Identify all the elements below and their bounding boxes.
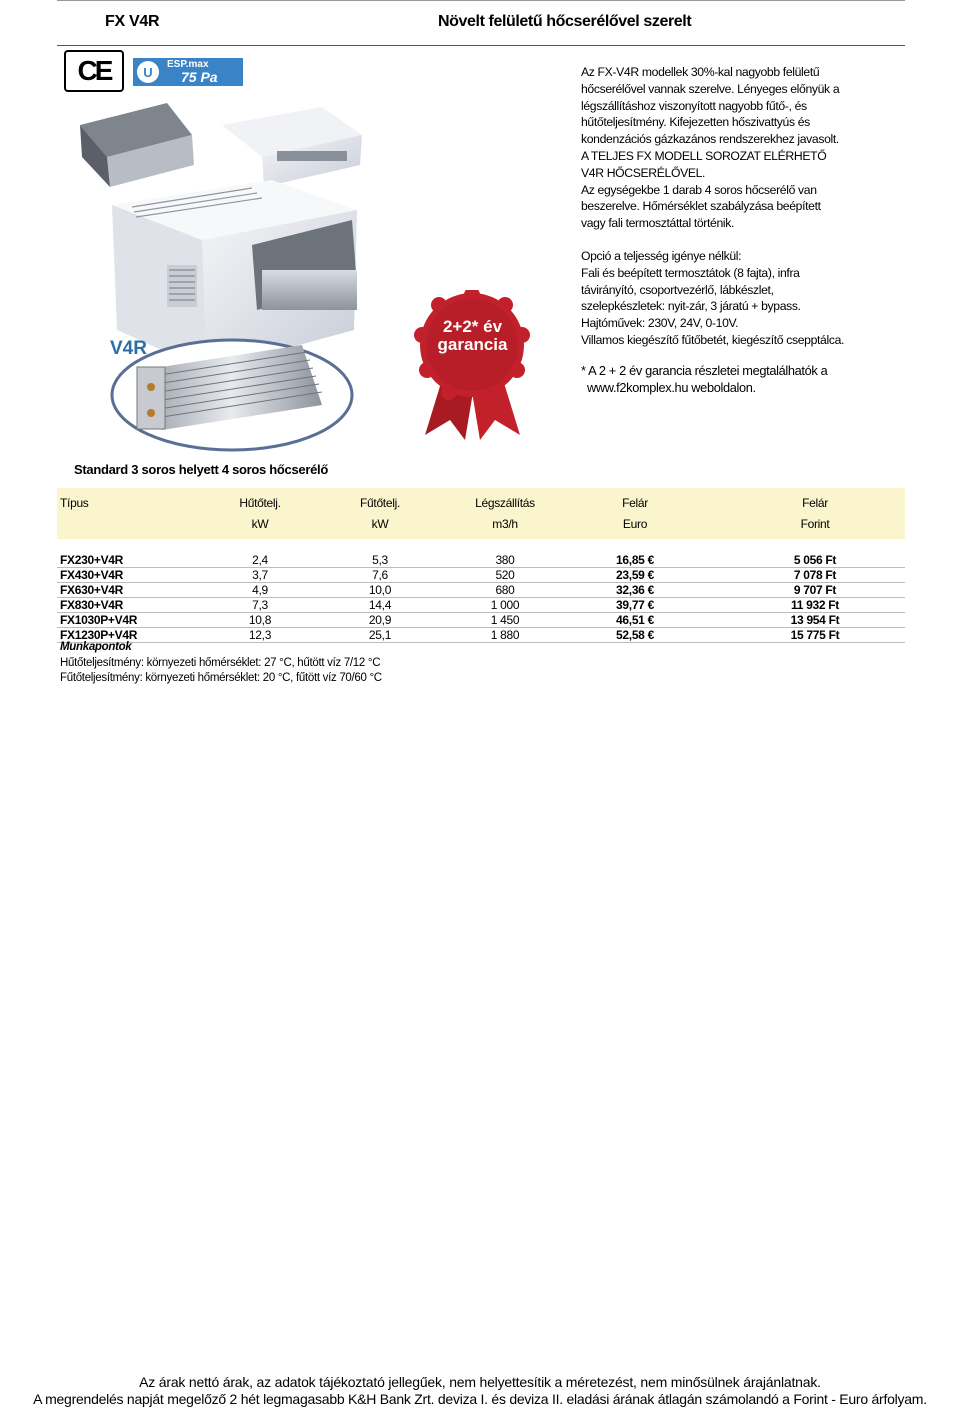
- desc-line: kondenzációs gázkazános rendszerekhez javasolt.: [581, 132, 839, 147]
- col-unit: Forint: [800, 517, 830, 531]
- fancoil-units-image: [72, 95, 392, 455]
- table-unit-row: [57, 517, 905, 539]
- cell-airflow: 1 880: [465, 628, 545, 643]
- footer-disclaimer: Az árak nettó árak, az adatok tájékoztató jellegűek, nem helyettesítik a méretezést, nem minősülnek árajánlatnak.: [139, 1374, 821, 1390]
- options-line: Fali és beépített termosztátok (8 fajta), infra: [581, 265, 800, 280]
- cell-heating: 14,4: [295, 598, 465, 613]
- section-title: Standard 3 soros helyett 4 soros hőcserélő: [74, 462, 328, 477]
- table-row: [57, 568, 905, 583]
- col-header: Fűtőtelj.: [360, 495, 400, 510]
- cell-airflow: 1 450: [465, 613, 545, 628]
- esp-max-logo: [133, 58, 243, 86]
- guarantee-note: * A 2 + 2 év garancia részletei megtalálhatók a: [581, 362, 828, 378]
- model-title: FX V4R: [105, 13, 160, 30]
- notes-line: Hűtőteljesítmény: környezeti hőmérséklet: 27 °C, hűtött víz 7/12 °C: [60, 656, 381, 669]
- desc-line: Az FX-V4R modellek 30%-kal nagyobb felületű: [581, 65, 820, 79]
- cell-heating: 25,1: [295, 628, 465, 643]
- options-line: távirányító, csoportvezérlő, lábkészlet,: [581, 282, 774, 297]
- badge-line-1: 2+2* év: [442, 317, 503, 336]
- header-rule: [57, 45, 905, 46]
- cell-heating: 5,3: [295, 553, 465, 568]
- cell-type: FX230+V4R: [57, 553, 225, 568]
- options-line: Hajtóművek: 230V, 24V, 0-10V.: [581, 316, 739, 331]
- col-header: Típus: [60, 495, 89, 510]
- notes-heading: Munkapontok: [60, 641, 132, 653]
- table-row: [57, 598, 905, 613]
- guarantee-badge-text: [405, 318, 540, 354]
- cell-surcharge-huf: 15 775 Ft: [725, 628, 905, 643]
- col-header: Felár: [622, 495, 648, 510]
- col-unit: [57, 517, 225, 539]
- cell-airflow: 1 000: [465, 598, 545, 613]
- cell-surcharge-eur: 52,58 €: [545, 628, 725, 643]
- desc-line: A TELJES FX MODELL SOROZAT ELÉRHETŐ: [581, 148, 827, 163]
- cell-type: FX430+V4R: [57, 568, 225, 583]
- desc-line: V4R HŐCSERÉLŐVEL.: [581, 165, 706, 180]
- cell-cooling: 7,3: [225, 598, 295, 613]
- page-title: Növelt felületű hőcserélővel szerelt: [438, 13, 692, 30]
- cell-surcharge-eur: 16,85 €: [545, 553, 725, 568]
- product-description: [581, 64, 881, 396]
- ce-mark-logo: CE: [64, 50, 124, 92]
- esp-logo-top: ESP.max: [167, 59, 209, 70]
- cell-surcharge-eur: 39,77 €: [545, 598, 725, 613]
- cell-surcharge-eur: 32,36 €: [545, 583, 725, 598]
- desc-line: légszállításhoz viszonyított nagyobb fűtő-, és: [581, 98, 807, 113]
- table-header-row: [57, 488, 905, 517]
- cell-heating: 20,9: [295, 613, 465, 628]
- cell-type: FX830+V4R: [57, 598, 225, 613]
- cell-surcharge-huf: 13 954 Ft: [725, 613, 905, 628]
- cell-cooling: 4,9: [225, 583, 295, 598]
- header-top-rule: [57, 0, 905, 1]
- desc-line: hőcserélővel vannak szerelve. Lényeges előnyük a: [581, 81, 840, 96]
- col-unit: kW: [371, 517, 389, 531]
- cell-cooling: 10,8: [225, 613, 295, 628]
- cell-surcharge-eur: 23,59 €: [545, 568, 725, 583]
- notes-line: Fűtőteljesítmény: környezeti hőmérséklet: 20 °C, fűtött víz 70/60 °C: [60, 672, 382, 684]
- guarantee-note: www.f2komplex.hu weboldalon.: [587, 379, 756, 395]
- cell-airflow: 520: [465, 568, 545, 583]
- footer-exchange-rate-note: A megrendelés napját megelőző 2 hét legmagasabb K&H Bank Zrt. deviza I. és deviza II. eladási árának átlagán számolandó a Forint - Euro árfolyam.: [33, 1391, 927, 1407]
- table-row: [57, 583, 905, 598]
- col-unit: kW: [251, 517, 269, 531]
- desc-line: vagy fali termosztáttal történik.: [581, 216, 735, 231]
- desc-line: beszerelve. Hőmérséklet szabályzása beépített: [581, 199, 821, 214]
- options-line: Villamos kiegészítő fűtőbetét, kiegészítő csepptálca.: [581, 332, 845, 347]
- cell-surcharge-huf: 5 056 Ft: [725, 553, 905, 568]
- price-table: [57, 488, 905, 643]
- badge-line-2: garancia: [437, 335, 508, 354]
- desc-line: Az egységekbe 1 darab 4 soros hőcserélő van: [581, 182, 817, 197]
- cell-type: FX1230P+V4R: [57, 628, 225, 643]
- guarantee-badge-icon: [405, 290, 540, 440]
- col-unit: m3/h: [492, 517, 518, 531]
- cell-heating: 10,0: [295, 583, 465, 598]
- options-line: szelepkészletek: nyit-zár, 3 járatú + bypass.: [581, 299, 801, 314]
- cell-heating: 7,6: [295, 568, 465, 583]
- col-header: Hűtőtelj.: [239, 495, 281, 510]
- cell-cooling: 2,4: [225, 553, 295, 568]
- table-row: [57, 613, 905, 628]
- table-row: [57, 553, 905, 568]
- cell-surcharge-huf: 11 932 Ft: [725, 598, 905, 613]
- cell-surcharge-eur: 46,51 €: [545, 613, 725, 628]
- options-line: Opció a teljesség igénye nélkül:: [581, 248, 742, 263]
- cell-airflow: 380: [465, 553, 545, 568]
- cell-airflow: 680: [465, 583, 545, 598]
- col-header: Felár: [802, 495, 828, 510]
- cell-type: FX630+V4R: [57, 583, 225, 598]
- desc-line: hűtőteljesítmény. Kifejezetten hőszivattyús és: [581, 115, 810, 130]
- operating-points-notes: [60, 640, 382, 687]
- cell-cooling: 3,7: [225, 568, 295, 583]
- col-unit: Euro: [622, 517, 648, 531]
- cell-surcharge-huf: 7 078 Ft: [725, 568, 905, 583]
- cell-type: FX1030P+V4R: [57, 613, 225, 628]
- v4r-label: V4R: [110, 338, 147, 359]
- col-header: Légszállítás: [475, 495, 535, 510]
- cell-cooling: 12,3: [225, 628, 295, 643]
- cell-surcharge-huf: 9 707 Ft: [725, 583, 905, 598]
- esp-u-icon: U: [137, 61, 159, 83]
- esp-logo-pressure: 75 Pa: [181, 69, 218, 85]
